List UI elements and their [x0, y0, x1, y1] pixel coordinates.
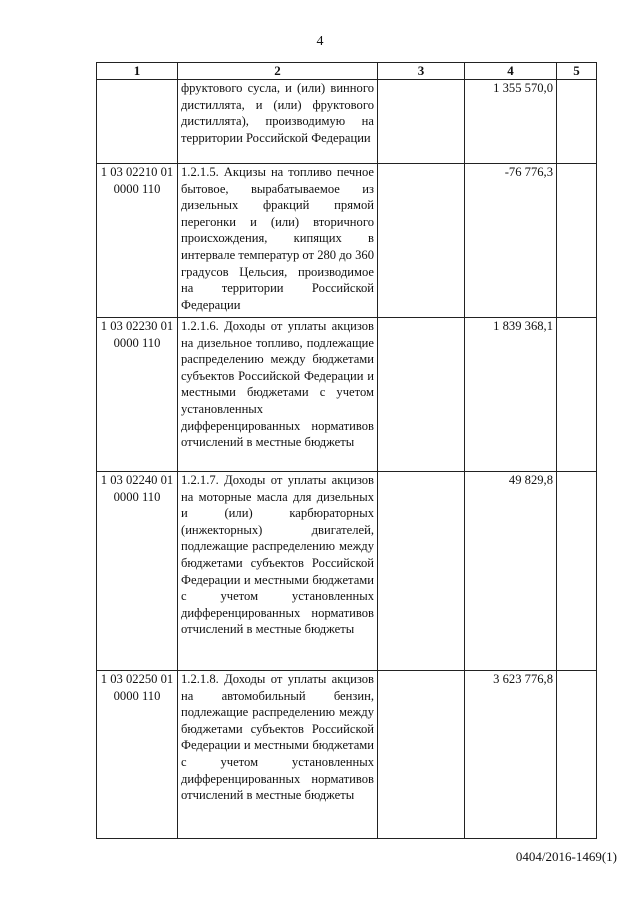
column-3-cell [378, 472, 465, 671]
budget-code-cell: 1 03 02210 01 0000 110 [97, 164, 178, 318]
description-cell: фруктового сусла, и (или) винного дистиллята, и (или) фруктового дистиллята), производимую на территории Российской Федерации [178, 80, 378, 164]
budget-code-cell: 1 03 02230 01 0000 110 [97, 318, 178, 472]
table-row [97, 318, 597, 472]
description-cell: 1.2.1.8. Доходы от уплаты акцизов на автомобильный бензин, подлежащие распределению между бюджетами субъектов Российской Федерации и местными бюджетами с учетом установленных дифференцированных нормативов отчислений в местные бюджеты [178, 671, 378, 839]
column-header-2: 2 [178, 63, 378, 80]
column-3-cell [378, 318, 465, 472]
description-cell: 1.2.1.6. Доходы от уплаты акцизов на дизельное топливо, подлежащие распределению между бюджетами субъектов Российской Федерации и местными бюджетами с учетом установленных дифференцированных нормативов отчислений в местные бюджеты [178, 318, 378, 472]
description-cell: 1.2.1.7. Доходы от уплаты акцизов на моторные масла для дизельных и (или) карбюраторных (инжекторных) двигателей, подлежащие распределению между бюджетами субъектов Российской Федерации и местными бюджетами с учетом установленных дифференцированных нормативов отчислений в местные бюджеты [178, 472, 378, 671]
table-header-row [97, 63, 597, 80]
table-row [97, 671, 597, 839]
amount-cell: 49 829,8 [465, 472, 557, 671]
column-5-cell [557, 671, 597, 839]
column-5-cell [557, 80, 597, 164]
budget-table [96, 62, 597, 839]
column-3-cell [378, 80, 465, 164]
column-5-cell [557, 318, 597, 472]
table-row [97, 80, 597, 164]
description-cell: 1.2.1.5. Акцизы на топливо печное бытовое, вырабатываемое из дизельных фракций прямой перегонки и (или) вторичного происхождения, кипящих в интервале температур от 280 до 360 градусов Цельсия, производимое на территории Российской Федерации [178, 164, 378, 318]
column-3-cell [378, 164, 465, 318]
table-row [97, 472, 597, 671]
amount-cell: 1 839 368,1 [465, 318, 557, 472]
budget-code-cell: 1 03 02240 01 0000 110 [97, 472, 178, 671]
column-header-4: 4 [465, 63, 557, 80]
table-row [97, 164, 597, 318]
document-number: 0404/2016-1469(1) [515, 849, 617, 864]
amount-cell: -76 776,3 [465, 164, 557, 318]
amount-cell: 1 355 570,0 [465, 80, 557, 164]
budget-code-cell [97, 80, 178, 164]
column-header-3: 3 [378, 63, 465, 80]
column-header-5: 5 [557, 63, 597, 80]
column-5-cell [557, 472, 597, 671]
budget-code-cell: 1 03 02250 01 0000 110 [97, 671, 178, 839]
column-header-1: 1 [97, 63, 178, 80]
column-3-cell [378, 671, 465, 839]
amount-cell: 3 623 776,8 [465, 671, 557, 839]
column-5-cell [557, 164, 597, 318]
page-number: 4 [316, 34, 324, 49]
